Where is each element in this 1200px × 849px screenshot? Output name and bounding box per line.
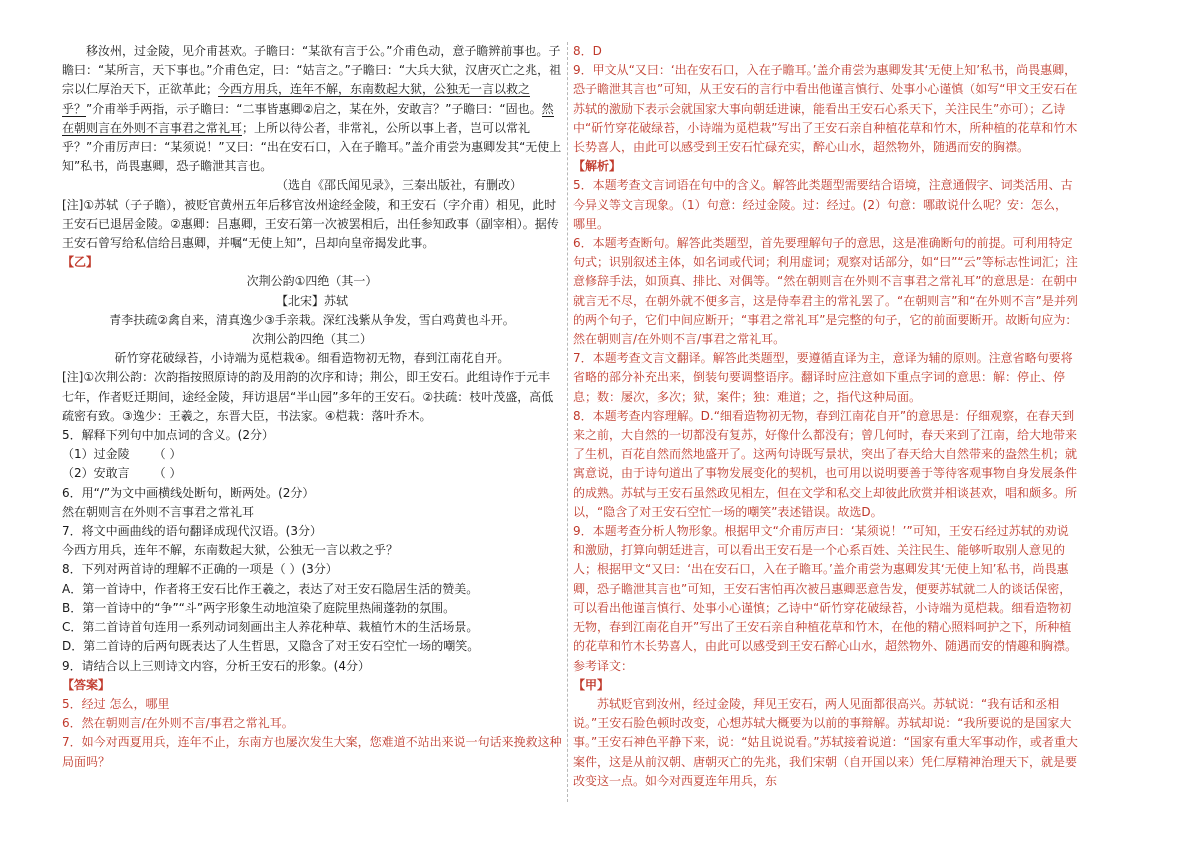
passage-source: （选自《邵氏闻见录》，三秦出版社，有删改） <box>275 178 522 193</box>
passage-text: ”介甫举手两指，示子瞻曰：“二事皆惠卿②启之，某在外，安敢言？”子瞻曰：“固也。 <box>86 101 542 116</box>
poem1-author: 【北宋】苏轼 <box>275 293 348 308</box>
explain-8: 8．本题考查内容理解。D.“细看造物初无物，春到江南花自开”的意思是：仔细观察，在春天到来之前，大自然的一切都没有复苏，好像什么都没有；曾几何时，春天来到了江南，给大地带来了生机，百花自然而然地盛开了。这两句诗既写景状，突出了春天给大自然带来的盎然生机；就寓意说，由于诗句道出了事物发展变化的契机，也可用以说明要善于等待客观事物自身发展条件的成熟。苏轼与王安石虽然政见相左，但在文学和私交上却彼此欣赏并相谈甚欢，唱和颇多。所以，“隐含了对王安石空忙一场的嘲笑”表述错误。故选D。 <box>573 408 1078 519</box>
explain-5: 5．本题考查文言词语在句中的含义。解答此类题型需要结合语境，注意通假字、词类活用、古今异义等文言现象。（1）句意：经过金陵。过：经过。(2）句意：哪敢说什么呢？安：怎么，哪里。 <box>573 178 1073 231</box>
column-divider <box>567 42 568 802</box>
passage-text: ；上所以待公者，非常礼，公所以事上者，岂可以常礼乎？”介甫厉声曰：“某须说！”又曰：“出在安石口，入在子瞻耳。”盖介甫尝为惠卿发其“无使上知”私书，尚畏惠卿，恐子瞻泄其言也。 <box>62 120 562 174</box>
question-6-text: 然在朝则言在外则不言事君之常礼耳 <box>62 504 255 519</box>
right-column <box>573 42 1078 791</box>
question-7-text: 今西方用兵，连年不解，东南数起大狱，公独无一言以救之乎？ <box>62 543 399 558</box>
question-6: 6．用“/”为文中画横线处断句，断两处。(2分） <box>62 485 315 500</box>
note-2: [注]①次荆公韵：次韵指按照原诗的韵及用韵的次序和诗；荆公，即王安石。此组诗作于元丰七年，作者贬迁期间，途经金陵，拜访退居“半山园”多年的王安石。②扶疏：枝叶茂盛，高低疏密有致。③逸少：王羲之，东晋大臣，书法家。④桤栽：落叶乔木。 <box>62 370 554 423</box>
option-a: A．第一首诗中，作者将王安石比作王羲之，表达了对王安石隐居生活的赞美。 <box>62 581 479 596</box>
answer-7: 7．如今对西夏用兵，连年不止，东南方也屡次发生大案，您难道不站出来说一句话来挽救这种局面吗？ <box>62 735 562 769</box>
question-5-2: （2）安敢言 （ ） <box>62 466 182 481</box>
explain-6: 6．本题考查断句。解答此类题型，首先要理解句子的意思，这是准确断句的前提。可利用特定句式；识别叙述主体，如名词或代词；利用虚词；观察对话部分，如“曰”“云”等标志性词汇；注意修辞手法，如顶真、排比、对偶等。“然在朝则言在外则不言事君之常礼耳”的意思是：在朝中就言无不尽，在朝外就不便多言，这是侍奉君主的常礼罢了。“在朝则言”和“在外则不言”是并列的两个句子，它们中间应断开；“事君之常礼耳”是完整的句子，它的前面要断开。故断句应为：然在朝则言/在外则不言/事君之常礼耳。 <box>573 236 1078 347</box>
answer-label: 【答案】 <box>62 677 111 692</box>
explain-7: 7．本题考查文言文翻译。解答此类题型，要遵循直译为主，意译为辅的原则。注意省略句要将省略的部分补充出来，倒装句要调整语序。翻译时应注意如下重点字词的意思：解：停止、停息；数：屡次，多次；狱，案件；独：难道；之，指代这种局面。 <box>573 351 1073 404</box>
reference-translation-label: 参考译文： <box>573 658 634 673</box>
question-5-1: （1）过金陵 （ ） <box>62 447 182 462</box>
analysis-label: 【解析】 <box>573 159 622 174</box>
passage-jia <box>62 42 562 176</box>
question-5: 5．解释下列句中加点词的含义。(2分） <box>62 428 274 443</box>
section-yi-label: 【乙】 <box>62 255 99 270</box>
note-1: [注]①苏轼（子子瞻），被贬官黄州五年后移官汝州途经金陵，和王安石（字介甫）相见，此时王安石已退居金陵。②惠卿：吕惠卿，王安石第一次被罢相后，出任参知政事（副宰相）。据传王安石曾写给私信给吕惠卿，并嘱“无使上知”，吕却向皇帝揭发此事。 <box>62 197 559 251</box>
underlined-sentence: 然在朝则言在外则不言事君之常礼耳 <box>62 101 554 135</box>
option-c: C．第二首诗首句连用一系列动词刻画出主人养花种草、栽植竹木的生活场景。 <box>62 620 479 635</box>
answer-5: 5．经过 怎么，哪里 <box>62 696 170 711</box>
question-8: 8．下列对两首诗的理解不正确的一项是（ ）(3分） <box>62 562 338 577</box>
poem1-title: 次荆公韵①四绝（其一） <box>246 274 378 289</box>
option-d: D．第二首诗的后两句既表达了人生哲思，又隐含了对王安石空忙一场的嘲笑。 <box>62 639 480 654</box>
wavy-underlined-sentence: 今西方用兵，连年不解，东南数起大狱，公独无一言以救之乎？ <box>62 82 531 116</box>
poem1-text: 青李扶疏②禽自来，清真逸少③手亲栽。深红浅紫从争发，雪白鸡黄也斗开。 <box>109 312 515 327</box>
left-column <box>62 42 562 772</box>
section-jia-label: 【甲】 <box>573 677 610 692</box>
poem2-title: 次荆公韵四绝（其二） <box>251 332 372 347</box>
passage-text: 移汝州，过金陵，见介甫甚欢。子瞻曰：“某欲有言于公。”介甫色动，意子瞻辨前事也。子瞻曰：“某所言，天下事也。”介甫色定，曰：“姑言之。”子瞻曰：“大兵大狱，汉唐灭亡之兆，祖宗以仁厚治天下，正欲革此； <box>62 44 562 97</box>
explain-9: 9．本题考查分析人物形象。根据甲文“介甫厉声曰：‘某须说！’”可知，王安石经过苏轼的劝说和激励，打算向朝廷进言，可以看出王安石是一个心系百姓、关注民生、能够听取别人意见的人；根据甲文“又曰：‘出在安石口，入在子瞻耳。’盖介甫尝为惠卿发其‘无使上知’私书，尚畏惠卿，恐子瞻泄其言也”可知，王安石害怕再次被吕惠卿恶意告发，便要苏轼就二人的谈话保密，可以看出他谨言慎行、处事小心谨慎；乙诗中“斫竹穿花破绿苔，小诗端为觅桤栽。细看造物初无物，春到江南花自开”写出了王安石亲自种植花草和竹木，在他的精心照料呵护之下，所种植的花草和竹木长势喜人，由此可以感受到王安石醉心山水，超然物外、随遇而安的情趣和胸襟。 <box>573 524 1078 654</box>
question-7: 7．将文中画曲线的语句翻译成现代汉语。(3分） <box>62 524 322 539</box>
answer-9: 9．甲文从“又曰：‘出在安石口，入在子瞻耳。’盖介甫尝为惠卿发其‘无使上知’私书，尚畏惠卿，恐子瞻泄其言也”可知，从王安石的言行中看出他谨言慎行、处事小心谨慎（如写“甲文王安石在苏轼的激励下表示会就国家大事向朝廷进谏，能看出王安石心系天下，关注民生”亦可）；乙诗中“斫竹穿花破绿苔，小诗端为觅桤栽”写出了王安石亲自种植花草和竹木，所种植的花草和竹木长势喜人，由此可以感受到王安石忙碌充实，醉心山水，超然物外，随遇而安的胸襟。 <box>573 63 1078 155</box>
answer-8: 8．D <box>573 44 602 58</box>
option-b: B．第一首诗中的“争”“斗”两字形象生动地渲染了庭院里热闹蓬勃的氛围。 <box>62 600 456 615</box>
answer-6: 6．然在朝则言/在外则不言/事君之常礼耳。 <box>62 716 294 731</box>
translation-text: 苏轼贬官到汝州，经过金陵，拜见王安石，两人见面都很高兴。苏轼说：“我有话和丞相说。”王安石脸色顿时改变，心想苏轼大概要为以前的事辩解。苏轼却说：“我所要说的是国家大事。”王安石神色平静下来，说：“姑且说说看。”苏轼接着说道：“国家有重大军事动作，或者重大案件，这是从前汉朝、唐朝灭亡的先兆，我们宋朝（自开国以来）凭仁厚精神治理天下，就是要改变这一点。如今对西夏连年用兵，东 <box>573 696 1078 788</box>
question-9: 9．请结合以上三则诗文内容，分析王安石的形象。(4分） <box>62 658 370 673</box>
poem2-text: 斫竹穿花破绿苔，小诗端为觅桤栽④。细看造物初无物，春到江南花自开。 <box>114 351 510 366</box>
